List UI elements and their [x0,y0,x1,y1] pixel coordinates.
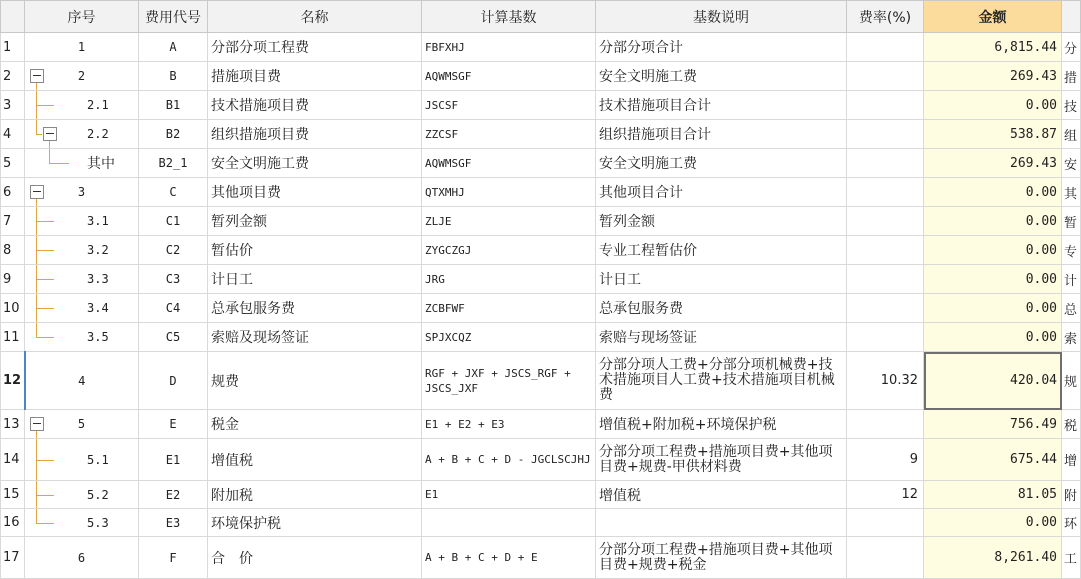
rate-cell[interactable] [847,236,924,265]
desc-cell[interactable]: 分部分项合计 [596,33,847,62]
row-number: 15 [1,481,25,509]
base-cell[interactable]: QTXMHJ [422,178,596,207]
table-row[interactable] [1,481,1081,509]
seq-cell[interactable] [25,294,139,323]
row-number: 9 [1,265,25,294]
rate-cell[interactable] [847,509,924,537]
seq-text: 3.4 [87,301,109,315]
rate-cell[interactable] [847,207,924,236]
desc-cell[interactable]: 暂列金额 [596,207,847,236]
rate-cell[interactable] [847,537,924,579]
header-desc[interactable]: 基数说明 [596,1,847,33]
seq-cell[interactable] [25,352,139,410]
rate-cell[interactable] [847,62,924,91]
code-cell[interactable]: B1 [139,91,208,120]
extra-cell[interactable]: 技 [1062,91,1081,120]
tree-line [36,523,54,524]
base-cell[interactable]: E1 + E2 + E3 [422,410,596,439]
name-cell[interactable]: 计日工 [208,265,422,294]
code-cell[interactable]: C5 [139,323,208,352]
extra-cell[interactable]: 环 [1062,509,1081,537]
base-cell[interactable]: ZLJE [422,207,596,236]
table-row[interactable] [1,178,1081,207]
desc-cell[interactable]: 索赔与现场签证 [596,323,847,352]
seq-cell[interactable] [25,62,139,91]
rate-cell[interactable] [847,33,924,62]
base-cell[interactable]: JRG [422,265,596,294]
extra-cell[interactable]: 其 [1062,178,1081,207]
name-cell[interactable]: 规费 [208,352,422,410]
base-cell[interactable]: AQWMSGF [422,149,596,178]
seq-cell[interactable] [25,410,139,439]
seq-text: 3.5 [87,330,109,344]
name-cell[interactable]: 技术措施项目费 [208,91,422,120]
name-cell[interactable]: 组织措施项目费 [208,120,422,149]
table-row[interactable] [1,537,1081,579]
seq-cell[interactable] [25,265,139,294]
seq-text: 2.2 [87,127,109,141]
code-cell[interactable]: B2_1 [139,149,208,178]
extra-cell[interactable]: 暂 [1062,207,1081,236]
table-row[interactable] [1,323,1081,352]
tree-line [36,134,42,135]
desc-cell[interactable]: 安全文明施工费 [596,149,847,178]
desc-cell[interactable]: 组织措施项目合计 [596,120,847,149]
code-cell[interactable]: B2 [139,120,208,149]
tree-line [36,308,54,309]
seq-text: 3.2 [87,243,109,257]
extra-cell[interactable]: 增 [1062,439,1081,481]
base-cell[interactable]: FBFXHJ [422,33,596,62]
extra-cell[interactable]: 规 [1062,352,1081,410]
seq-cell[interactable] [25,207,139,236]
tree-line [36,279,54,280]
tree-line [49,163,69,164]
tree-line [49,149,50,163]
rate-cell[interactable] [847,294,924,323]
table-row[interactable] [1,509,1081,537]
rate-cell[interactable]: 12 [847,481,924,509]
seq-text: 2 [77,69,86,83]
amount-cell[interactable]: 538.87 [924,120,1062,149]
desc-cell[interactable] [596,509,847,537]
amount-cell[interactable]: 0.00 [924,207,1062,236]
desc-cell[interactable]: 分部分项工程费+措施项目费+其他项目费+规费+税金 [596,537,847,579]
amount-cell[interactable]: 269.43 [924,149,1062,178]
row-number: 6 [1,178,25,207]
rate-cell[interactable] [847,91,924,120]
amount-cell[interactable]: 0.00 [924,509,1062,537]
seq-cell[interactable] [25,509,139,537]
row-number: 4 [1,120,25,149]
table-row[interactable] [1,33,1081,62]
code-cell[interactable]: D [139,352,208,410]
name-cell[interactable]: 其他项目费 [208,178,422,207]
row-number: 2 [1,62,25,91]
seq-cell[interactable] [25,120,139,149]
row-number: 5 [1,149,25,178]
name-cell[interactable]: 附加税 [208,481,422,509]
code-cell[interactable]: F [139,537,208,579]
row-number: 10 [1,294,25,323]
seq-cell[interactable] [25,178,139,207]
code-cell[interactable]: E3 [139,509,208,537]
extra-cell[interactable]: 分 [1062,33,1081,62]
seq-text: 5 [77,417,86,431]
name-cell[interactable]: 分部分项工程费 [208,33,422,62]
amount-cell[interactable]: 0.00 [924,294,1062,323]
row-number: 12 [1,352,25,410]
row-number: 3 [1,91,25,120]
tree-line [36,323,37,337]
tree-line [36,431,37,438]
row-number: 1 [1,33,25,62]
amount-cell[interactable]: 0.00 [924,265,1062,294]
code-cell[interactable]: E2 [139,481,208,509]
base-cell[interactable] [422,509,596,537]
amount-cell[interactable]: 0.00 [924,178,1062,207]
base-cell[interactable]: A + B + C + D - JGCLSCJHJ [422,439,596,481]
table-row[interactable] [1,149,1081,178]
name-cell[interactable]: 安全文明施工费 [208,149,422,178]
seq-cell[interactable] [25,33,139,62]
header-amount[interactable]: 金额 [924,1,1062,33]
desc-cell[interactable]: 总承包服务费 [596,294,847,323]
tree-line [36,250,54,251]
base-cell[interactable]: ZCBFWF [422,294,596,323]
base-cell[interactable]: ZYGCZGJ [422,236,596,265]
extra-cell[interactable]: 计 [1062,265,1081,294]
seq-text: 3.3 [87,272,109,286]
extra-cell[interactable]: 组 [1062,120,1081,149]
extra-cell[interactable]: 索 [1062,323,1081,352]
tree-line [36,509,37,523]
amount-cell-selected[interactable]: 420.04 [924,352,1062,410]
rate-cell[interactable]: 9 [847,439,924,481]
seq-cell[interactable] [25,537,139,579]
base-cell[interactable]: ZZCSF [422,120,596,149]
row-number: 13 [1,410,25,439]
extra-cell[interactable]: 税 [1062,410,1081,439]
extra-cell[interactable]: 专 [1062,236,1081,265]
name-cell[interactable]: 暂列金额 [208,207,422,236]
name-cell[interactable]: 增值税 [208,439,422,481]
tree-line [36,83,37,90]
desc-cell[interactable]: 增值税+附加税+环境保护税 [596,410,847,439]
table-row[interactable] [1,62,1081,91]
table-row[interactable] [1,236,1081,265]
table-row[interactable] [1,410,1081,439]
tree-line [36,120,37,134]
amount-cell[interactable]: 8,261.40 [924,537,1062,579]
name-cell[interactable]: 索赔及现场签证 [208,323,422,352]
desc-cell[interactable]: 技术措施项目合计 [596,91,847,120]
rate-cell[interactable] [847,410,924,439]
desc-cell[interactable]: 安全文明施工费 [596,62,847,91]
code-cell[interactable]: E1 [139,439,208,481]
base-cell[interactable]: RGF + JXF + JSCS_RGF + JSCS_JXF [422,352,596,410]
seq-text: 1 [77,40,86,54]
seq-cell[interactable] [25,149,139,178]
name-cell[interactable]: 措施项目费 [208,62,422,91]
tree-line [36,337,54,338]
seq-cell[interactable] [25,236,139,265]
tree-line [36,221,54,222]
base-cell[interactable]: JSCSF [422,91,596,120]
base-cell[interactable]: E1 [422,481,596,509]
table-row[interactable] [1,294,1081,323]
desc-cell[interactable]: 专业工程暂估价 [596,236,847,265]
table-row[interactable] [1,207,1081,236]
seq-text: 6 [77,550,86,565]
header-row [1,1,1081,33]
header-name[interactable]: 名称 [208,1,422,33]
rate-cell[interactable] [847,323,924,352]
amount-cell[interactable]: 0.00 [924,323,1062,352]
amount-cell[interactable]: 269.43 [924,62,1062,91]
header-seq[interactable]: 序号 [25,1,139,33]
extra-cell[interactable]: 安 [1062,149,1081,178]
header-rate[interactable]: 费率(%) [847,1,924,33]
table-row[interactable] [1,439,1081,481]
code-cell[interactable]: C [139,178,208,207]
amount-cell[interactable]: 0.00 [924,91,1062,120]
code-cell[interactable]: C2 [139,236,208,265]
desc-cell[interactable]: 其他项目合计 [596,178,847,207]
seq-cell[interactable] [25,439,139,481]
seq-text: 3 [77,185,86,199]
header-extra [1062,1,1081,33]
collapse-toggle-icon[interactable] [43,127,57,141]
code-cell[interactable]: C1 [139,207,208,236]
base-cell[interactable]: AQWMSGF [422,62,596,91]
amount-cell[interactable]: 675.44 [924,439,1062,481]
tree-line [36,199,37,206]
amount-cell[interactable]: 756.49 [924,410,1062,439]
seq-cell[interactable] [25,91,139,120]
table-row[interactable] [1,352,1081,410]
tree-line [49,141,50,148]
tree-line [36,105,54,106]
seq-cell[interactable] [25,323,139,352]
row-number: 17 [1,537,25,579]
rate-cell[interactable]: 10.32 [847,352,924,410]
table-row[interactable] [1,265,1081,294]
code-cell[interactable]: E [139,410,208,439]
rate-cell[interactable] [847,120,924,149]
tree-line [36,495,54,496]
row-number: 16 [1,509,25,537]
seq-text: 5.2 [87,487,109,502]
header-row-number [1,1,25,33]
name-cell[interactable]: 税金 [208,410,422,439]
extra-cell[interactable]: 措 [1062,62,1081,91]
row-number: 11 [1,323,25,352]
table-row[interactable] [1,120,1081,149]
tree-line [36,460,54,461]
code-cell[interactable]: C3 [139,265,208,294]
seq-text: 其中 [87,156,115,172]
row-number: 14 [1,439,25,481]
desc-cell[interactable]: 增值税 [596,481,847,509]
header-code[interactable]: 费用代号 [139,1,208,33]
rate-cell[interactable] [847,178,924,207]
table-row[interactable] [1,91,1081,120]
seq-cell[interactable] [25,481,139,509]
seq-text: 5.1 [87,452,109,467]
code-cell[interactable]: A [139,33,208,62]
amount-cell[interactable]: 6,815.44 [924,33,1062,62]
rate-cell[interactable] [847,149,924,178]
name-cell[interactable]: 总承包服务费 [208,294,422,323]
seq-text: 3.1 [87,214,109,228]
extra-cell[interactable]: 总 [1062,294,1081,323]
name-cell[interactable]: 暂估价 [208,236,422,265]
amount-cell[interactable]: 81.05 [924,481,1062,509]
rate-cell[interactable] [847,265,924,294]
desc-cell[interactable]: 计日工 [596,265,847,294]
seq-text: 4 [78,373,86,388]
base-cell[interactable]: SPJXCQZ [422,323,596,352]
desc-cell[interactable]: 分部分项人工费+分部分项机械费+技术措施项目人工费+技术措施项目机械费 [596,352,847,410]
desc-cell[interactable]: 分部分项工程费+措施项目费+其他项目费+规费-甲供材料费 [596,439,847,481]
row-number: 8 [1,236,25,265]
name-cell[interactable]: 环境保护税 [208,509,422,537]
seq-text: 5.3 [87,515,109,530]
base-cell[interactable]: A + B + C + D + E [422,537,596,579]
extra-cell[interactable]: 附 [1062,481,1081,509]
seq-text: 2.1 [87,98,109,112]
amount-cell[interactable]: 0.00 [924,236,1062,265]
header-base[interactable]: 计算基数 [422,1,596,33]
code-cell[interactable]: B [139,62,208,91]
name-cell[interactable]: 合 价 [208,537,422,579]
row-number: 7 [1,207,25,236]
extra-cell[interactable]: 工 [1062,537,1081,579]
code-cell[interactable]: C4 [139,294,208,323]
